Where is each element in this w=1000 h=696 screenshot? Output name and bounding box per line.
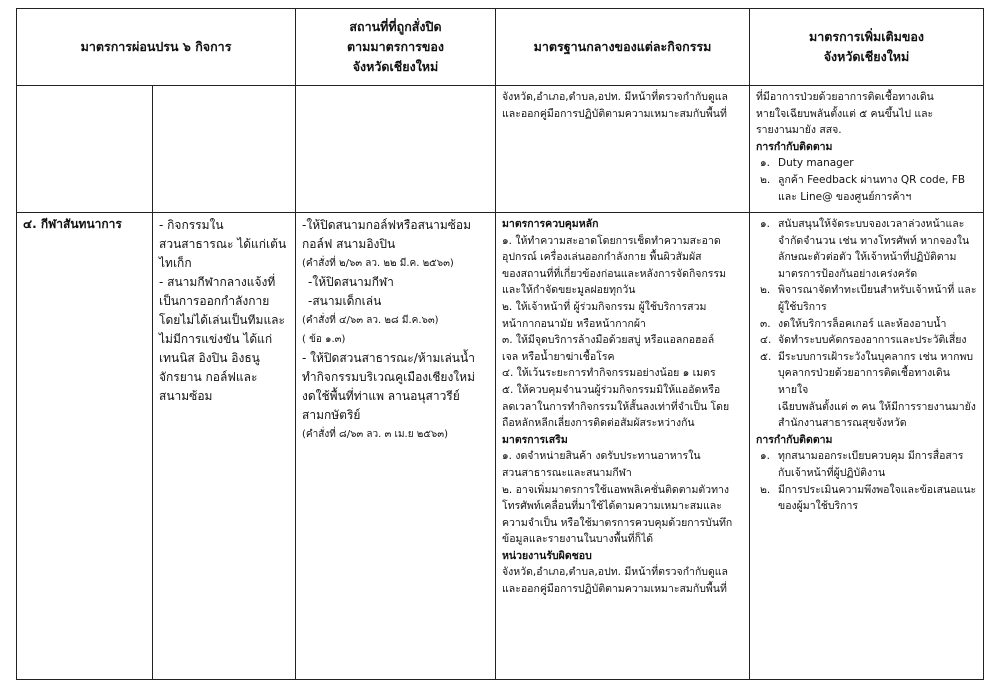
row1-col4-cell (496, 86, 750, 213)
text-line: ๒. ให้เจ้าหน้าที่ ผู้ร่วมกิจกรรม ผู้ใช้บริการสวม (502, 300, 707, 313)
list-item: ๓. งดให้บริการล็อคเกอร์ และห้องอาบน้ำ (760, 317, 947, 330)
text-line: และให้กำจัดขยะมูลฝอยทุกวัน (502, 284, 636, 297)
section-heading: มาตรการเสริม (502, 433, 568, 446)
row2-closure-orders (296, 213, 496, 680)
text-line: ไม่มีการแข่งขัน ได้แก่ (159, 332, 273, 346)
text-line: ๒. อาจเพิ่มมาตรการใช้แอพพลิเคชั่นติดตามตัวทาง (502, 483, 730, 496)
text-line: -ให้ปิดสนามกีฬา (308, 275, 394, 289)
text-line: รายงานมายัง สสจ. (756, 124, 842, 137)
list-item: ๕. มีระบบการเฝ้าระวังในบุคลากร เช่น หากพบ (760, 350, 974, 363)
section-heading: การกำกับติดตาม (756, 433, 833, 446)
text-line: ผู้ใช้บริการ (778, 300, 827, 313)
text-line: หน้ากากอนามัย หรือหน้ากากผ้า (502, 317, 646, 330)
text-line: ถือหลักหลีกเลี่ยงการติดต่อสัมผัสระหว่างกัน (502, 417, 695, 430)
header-row (17, 9, 984, 86)
list-item: ๒. ลูกค้า Feedback ผ่านทาง QR code, FB (760, 173, 966, 186)
text-line: -สนามเด็กเล่น (308, 294, 382, 308)
text-line: - กิจกรรมใน (159, 218, 224, 232)
text-line: ที่มีอาการป่วยด้วยอาการติดเชื้อทางเดิน (756, 91, 934, 103)
text-line: ของผู้มาใช้บริการ (778, 500, 859, 513)
text-line: งดใช้พื้นที่ท่าแพ ลานอนุสาวรีย์ (302, 389, 460, 403)
text-line: สามกษัตริย์ (302, 408, 361, 422)
order-reference: (คำสั่งที่ ๔/๖๓ ลว. ๒๘ มี.ค.๖๓) (302, 315, 439, 326)
text-line: มาตรการป้องกันอย่างเคร่งครัด (778, 267, 918, 280)
text-line: ไทเก็ก (159, 256, 192, 270)
header-col3-line: จังหวัดเชียงใหม่ (352, 59, 439, 74)
row2-activity-name: ๔. กีฬาสันทนาการ (17, 213, 153, 680)
text-line: และ Line@ ของศูนย์การค้าฯ (778, 190, 912, 203)
table-row (17, 213, 984, 680)
text-line: และออกคู่มือการปฏิบัติตามความเหมาะสมกับพื้นที่ (502, 107, 727, 120)
header-col3-line: ตามมาตรการของ (347, 39, 444, 54)
text-line: จังหวัด,อำเภอ,ตำบล,อปท. มีหน้าที่ตรวจกำกับดูแล (502, 566, 728, 579)
header-relaxation-measures (17, 9, 296, 86)
header-central-standard (496, 9, 750, 86)
text-line: เฉียบพลันตั้งแต่ ๓ คน ให้มีการรายงานมายัง (778, 400, 976, 413)
text-line: ๑. งดจำหน่ายสินค้า งดรับประทานอาหารใน (502, 450, 701, 463)
header-col3-line: สถานที่ที่ถูกสั่งปิด (349, 19, 442, 34)
text-line: ความจำเป็น หรือใช้มาตรการควบคุมด้วยการบันทึก (502, 516, 733, 529)
text-line: อุปกรณ์ เครื่องเล่นออกกำลังกาย พื้นผิวสัมผัส (502, 251, 702, 264)
text-line: บุคลากรป่วยด้วยอาการติดเชื้อทางเดินหายใจ (778, 367, 950, 396)
text-line: โดยไม่ได้เล่นเป็นทีมและ (159, 313, 285, 327)
text-line: -ให้ปิดสนามกอล์ฟหรือสนามซ้อม (302, 218, 472, 232)
text-line: เป็นการออกกำลังกาย (159, 294, 270, 308)
list-item: ๑. Duty manager (760, 157, 854, 170)
section-heading: มาตรการควบคุมหลัก (502, 218, 599, 230)
text-line: หายใจเฉียบพลันตั้งแต่ ๕ คนขึ้นไป และ (756, 107, 934, 120)
row1-col5-cell (750, 86, 984, 213)
text-line: จังหวัด,อำเภอ,ตำบล,อปท. มีหน้าที่ตรวจกำกับดูแล (502, 91, 728, 103)
row2-central-standards (496, 213, 750, 680)
text-line: กับเจ้าหน้าที่ผู้ปฏิบัติงาน (778, 466, 886, 479)
header-col4-text: มาตรฐานกลางของแต่ละกิจกรรม (533, 39, 712, 54)
measures-table (16, 8, 984, 680)
text-line: โทรศัพท์เคลื่อนที่มาใช้ได้ตามความเหมาะสมและ (502, 500, 722, 513)
text-line: เทนนิส อิงปิน อิงธนู (159, 351, 260, 365)
text-line: ลักษณะตัวต่อตัว ให้เจ้าหน้าที่ปฏิบัติตาม (778, 251, 957, 264)
section-heading: การกำกับติดตาม (756, 140, 833, 153)
order-reference: (คำสั่งที่ ๘/๖๓ ลว. ๓ เม.ย ๒๕๖๓) (302, 429, 449, 440)
text-line: ข้อมูลและรายงานในบางพื้นที่ก็ได้ (502, 533, 654, 546)
text-line: สวนสาธารณะ ได้แก่เต้น (159, 237, 287, 251)
table-row (17, 86, 984, 213)
header-closed-places (296, 9, 496, 86)
text-line: สวนสาธารณะและสนามกีฬา (502, 466, 632, 479)
header-col5-line: มาตรการเพิ่มเติมของ (809, 29, 924, 44)
section-heading: หน่วยงานรับผิดชอบ (502, 549, 592, 562)
header-col1-text: มาตรการผ่อนปรน ๖ กิจการ (80, 39, 232, 54)
text-line: - ให้ปิดสวนสาธารณะ/ห้ามเล่นน้ำ (302, 351, 475, 365)
text-line: - สนามกีฬากลางแจ้งที่ (159, 275, 276, 289)
row1-col1-cell (17, 86, 153, 213)
text-line: ๕. ให้ควบคุมจำนวนผู้ร่วมกิจกรรมมิให้แออัดหรือ (502, 383, 721, 396)
text-line: และออกคู่มือการปฏิบัติตามความเหมาะสมกับพื้นที่ (502, 583, 727, 596)
row1-col2-cell (153, 86, 296, 213)
text-line: ของสถานที่ที่เกี่ยวข้องก่อนและหลังการจัดกิจกรรม (502, 267, 727, 280)
order-reference: (คำสั่งที่ ๒/๖๓ ลว. ๒๒ มี.ค. ๒๕๖๓) (302, 258, 454, 269)
text-line: ทำกิจกรรมบริเวณคูเมืองเชียงใหม่ (302, 370, 475, 384)
list-item: ๔. จัดทำระบบคัดกรองอาการและประวัติเสี่ยง (760, 334, 967, 347)
header-additional-measures (750, 9, 984, 86)
list-item: ๑. สนับสนุนให้จัดระบบจองเวลาล่วงหน้าและ (760, 218, 965, 230)
text-line: ลดเวลาในการทำกิจกรรมให้สั้นลงเท่าที่จำเป็น โดย (502, 400, 730, 413)
header-col5-line: จังหวัดเชียงใหม่ (823, 49, 910, 64)
list-item: ๒. มีการประเมินความพึงพอใจและข้อเสนอแนะ (760, 483, 977, 496)
text-line: จำกัดจำนวน เช่น ทางโทรศัพท์ หากจองใน (778, 234, 970, 247)
text-line: ๔. ให้เว้นระยะการทำกิจกรรมอย่างน้อย ๑ เมตร (502, 367, 716, 380)
text-line: เจล หรือน้ำยาฆ่าเชื้อโรค (502, 350, 615, 363)
text-line: ๑. ให้ทำความสะอาดโดยการเช็ดทำความสะอาด (502, 234, 721, 247)
text-line: กอล์ฟ สนามอิงปิน (302, 237, 396, 251)
row2-additional-measures (750, 213, 984, 680)
row1-col3-cell (296, 86, 496, 213)
text-line: ๓. ให้มีจุดบริการล้างมือด้วยสบู่ หรือแอลกอฮอล์ (502, 334, 715, 347)
list-item: ๒. พิจารณาจัดทำทะเบียนสำหรับเจ้าหน้าที่ และ (760, 284, 977, 297)
order-reference: ( ข้อ ๑.๓) (302, 334, 346, 345)
text-line: สำนักงานสาธารณสุขจังหวัด (778, 417, 907, 430)
row2-activity-details (153, 213, 296, 680)
text-line: จักรยาน กอล์ฟและ (159, 370, 258, 384)
list-item: ๑. ทุกสนามออกระเบียบควบคุม มีการสื่อสาร (760, 450, 964, 463)
text-line: สนามซ้อม (159, 389, 213, 403)
